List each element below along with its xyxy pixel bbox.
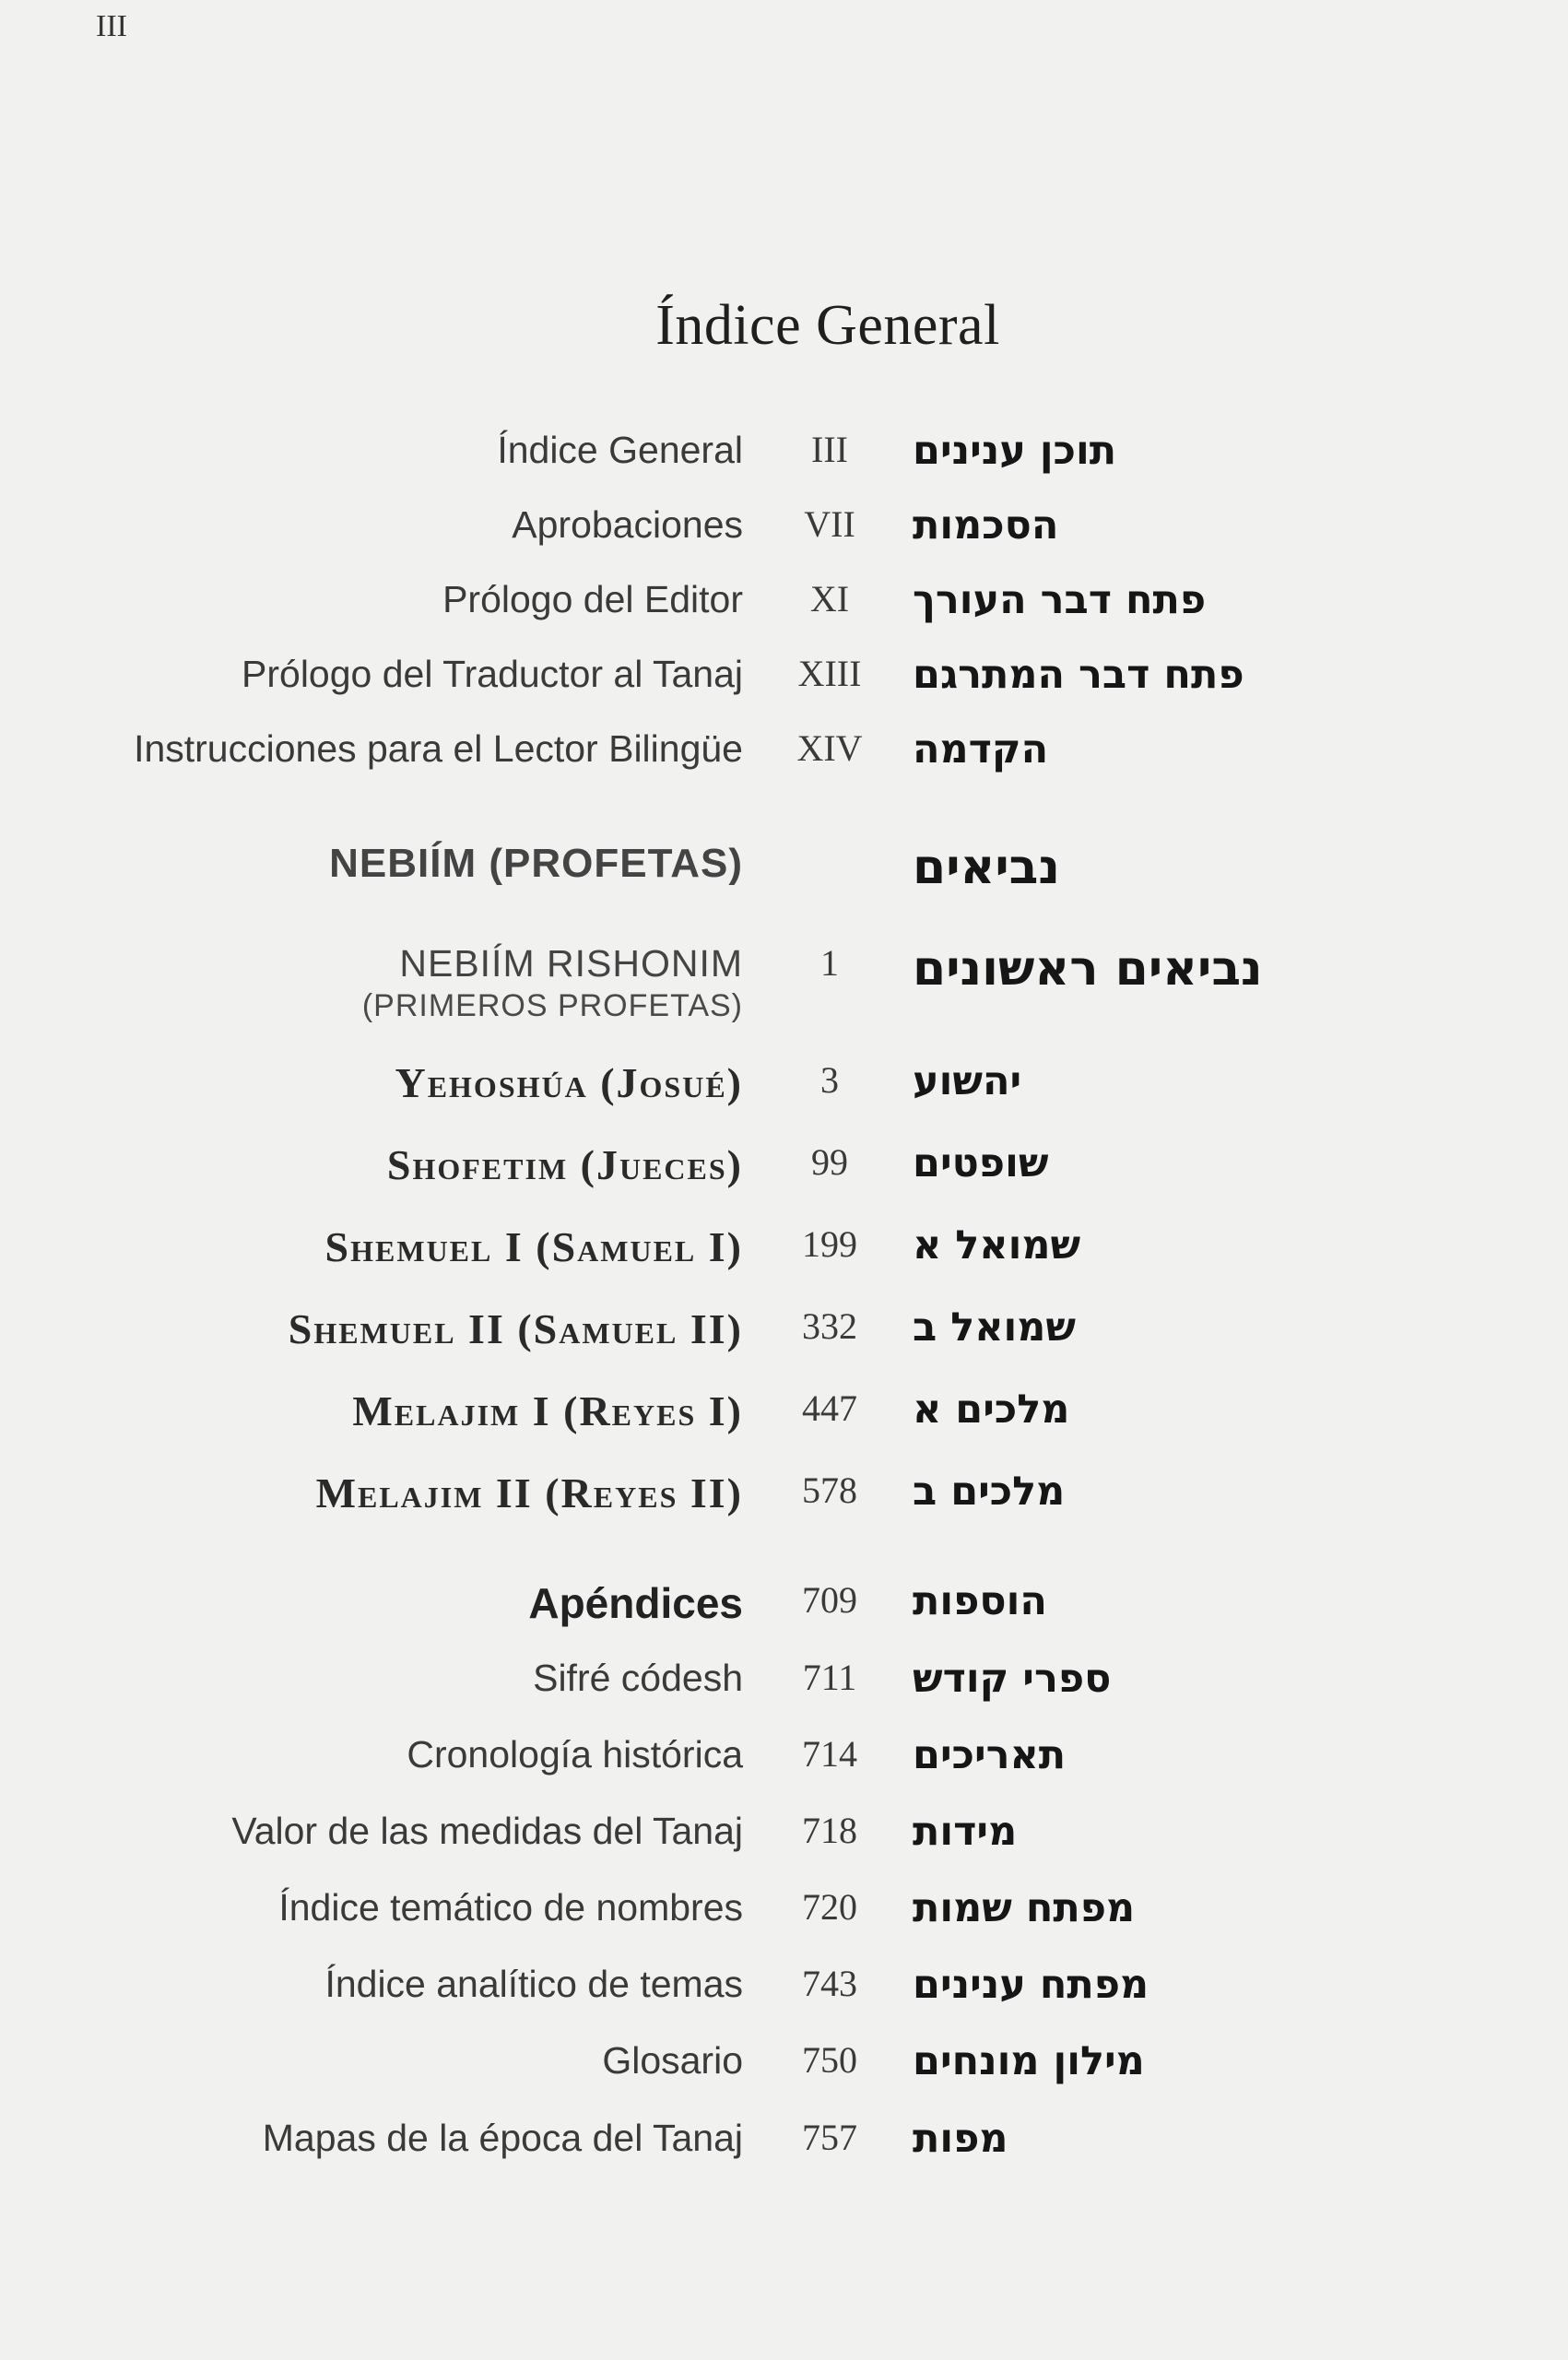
- section-heading: [0, 841, 1568, 896]
- appendix-row[interactable]: [0, 1810, 1568, 1865]
- appendix-title-es: Índice temático de nombres: [278, 1886, 743, 1929]
- toc-page-number: 750: [802, 2039, 857, 2081]
- subsection-title-he: נביאים ראשונים: [913, 941, 1263, 997]
- book-row[interactable]: [0, 1305, 1568, 1361]
- book-row[interactable]: [0, 1469, 1568, 1525]
- book-row[interactable]: [0, 1387, 1568, 1443]
- appendix-row[interactable]: [0, 1886, 1568, 1941]
- toc-row[interactable]: [0, 429, 1568, 484]
- appendices-title-es: Apéndices: [528, 1579, 743, 1627]
- toc-entry-he: פתח דבר העורך: [913, 577, 1207, 623]
- toc-page-number: 714: [802, 1733, 857, 1775]
- toc-page-number: 711: [802, 1657, 857, 1698]
- appendix-title-es: Glosario: [602, 2039, 743, 2082]
- appendix-row[interactable]: [0, 1733, 1568, 1788]
- toc-row[interactable]: [0, 578, 1568, 633]
- book-title-he: שופטים: [913, 1140, 1049, 1186]
- toc-entry-es: Aprobaciones: [512, 503, 743, 546]
- toc-page-number: 199: [802, 1223, 857, 1265]
- toc-row[interactable]: [0, 653, 1568, 708]
- appendix-title-es: Cronología histórica: [407, 1733, 743, 1776]
- toc-page-number: 99: [811, 1141, 848, 1183]
- toc-entry-he: הסכמות: [913, 502, 1059, 549]
- appendix-row[interactable]: [0, 1657, 1568, 1712]
- book-title-he: מלכים ב: [913, 1469, 1066, 1515]
- book-title-es: Yehoshúa (Josué): [395, 1059, 743, 1106]
- book-title-he: שמואל א: [913, 1222, 1081, 1268]
- book-title-es: Shemuel II (Samuel II): [288, 1305, 743, 1352]
- toc-page-number: 743: [802, 1963, 857, 2004]
- appendix-title-he: מפות: [913, 2116, 1008, 2162]
- book-title-he: יהשוע: [913, 1058, 1022, 1104]
- book-title-he: מלכים א: [913, 1386, 1070, 1433]
- appendix-row[interactable]: [0, 2039, 1568, 2094]
- appendix-title-es: Índice analítico de temas: [324, 1963, 743, 2005]
- toc-entry-es: Índice General: [497, 429, 743, 471]
- toc-page-number: 718: [802, 1810, 857, 1851]
- toc-entry-he: הקדמה: [913, 726, 1049, 773]
- book-title-es: Melajim II (Reyes II): [315, 1469, 743, 1516]
- toc-entry-es: Instrucciones para el Lector Bilingüe: [134, 727, 743, 770]
- toc-page-number: III: [811, 429, 848, 470]
- toc-page-number: XI: [809, 578, 850, 620]
- book-title-es: Melajim I (Reyes I): [352, 1387, 743, 1434]
- toc-page-number: XIV: [796, 727, 863, 769]
- book-title-he: שמואל ב: [913, 1304, 1076, 1351]
- toc-page-number: VII: [804, 503, 855, 545]
- subsection-row[interactable]: [0, 942, 1568, 997]
- toc-page-number: 447: [802, 1387, 857, 1429]
- toc-entry-he: פתח דבר המתרגם: [913, 652, 1244, 698]
- appendix-title-he: מפתח שמות: [913, 1885, 1136, 1931]
- toc-page-number: 3: [820, 1059, 839, 1101]
- appendix-title-he: תאריכים: [913, 1732, 1067, 1778]
- toc-page-number: 757: [802, 2117, 857, 2158]
- appendix-title-es: Mapas de la época del Tanaj: [262, 2117, 743, 2159]
- toc-page-number: 578: [802, 1469, 857, 1511]
- toc-row[interactable]: [0, 503, 1568, 559]
- toc-entry-es: Prólogo del Editor: [442, 578, 743, 620]
- subsection-subtitle: (PRIMEROS PROFETAS): [361, 988, 743, 1023]
- toc-page-number: 1: [820, 942, 839, 984]
- appendix-title-he: מילון מונחים: [913, 2038, 1145, 2084]
- book-row[interactable]: [0, 1141, 1568, 1197]
- toc-entry-es: Prólogo del Traductor al Tanaj: [242, 653, 743, 695]
- book-title-es: Shofetim (Jueces): [386, 1141, 743, 1188]
- appendices-heading[interactable]: [0, 1579, 1568, 1634]
- page-number: III: [96, 9, 127, 43]
- toc-page-number: 332: [802, 1305, 857, 1347]
- appendix-title-he: ספרי קודש: [913, 1656, 1112, 1702]
- book-title-es: Shemuel I (Samuel I): [324, 1223, 743, 1270]
- toc-page-number: 709: [802, 1579, 857, 1621]
- toc-entry-he: תוכן ענינים: [913, 428, 1117, 474]
- appendix-title-es: Sifré códesh: [533, 1657, 743, 1699]
- page-title: Índice General: [655, 294, 1000, 357]
- appendices-title-he: הוספות: [913, 1578, 1047, 1624]
- book-row[interactable]: [0, 1059, 1568, 1115]
- toc-page-number: XIII: [797, 653, 862, 694]
- appendix-row[interactable]: [0, 1963, 1568, 2018]
- toc-row[interactable]: [0, 727, 1568, 783]
- section-title-es: NEBIÍM (PROFETAS): [329, 841, 743, 886]
- section-title-he: נביאים: [913, 840, 1060, 895]
- appendix-title-he: מידות: [913, 1809, 1018, 1855]
- book-row[interactable]: [0, 1223, 1568, 1279]
- appendix-row[interactable]: [0, 2117, 1568, 2172]
- subsection-title-es: NEBIÍM RISHONIM: [399, 942, 743, 985]
- appendix-title-he: מפתח ענינים: [913, 1962, 1149, 2008]
- appendix-title-es: Valor de las medidas del Tanaj: [231, 1810, 743, 1852]
- toc-page-number: 720: [802, 1886, 857, 1928]
